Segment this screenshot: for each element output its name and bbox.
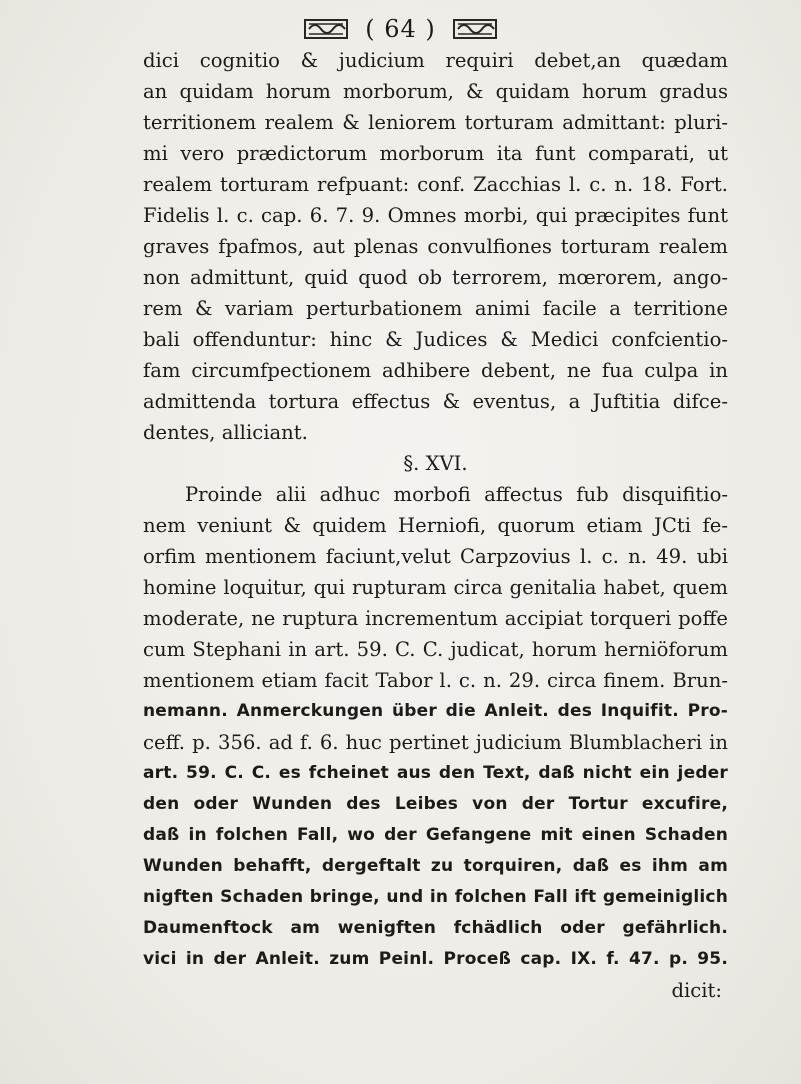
text-line-german: den oder Wunden des Leibes von der Tortur excufire, <box>143 794 728 814</box>
text-line-german: vici in der Anleit. zum Peinl. Proceß cap. IX. f. 47. p. 95. <box>143 949 728 969</box>
page-number: ( 64 ) <box>365 15 436 43</box>
catchword: dicit: <box>671 979 722 1002</box>
text-line: territionem realem & leniorem torturam admittant: pluri- <box>143 111 728 134</box>
text-line-german: nemann. Anmerckungen über die Anleit. des Inquifit. Pro- <box>143 701 728 721</box>
text-line: orfim mentionem faciunt,velut Carpzovius l. c. n. 49. ubi <box>143 545 728 568</box>
text-line: homine loquitur, qui rupturam circa genitalia habet, quem <box>143 576 728 599</box>
text-line-german: Daumenftock am wenigften fchädlich oder gefährlich. <box>143 918 728 938</box>
text-line: dentes, alliciant. <box>143 421 308 444</box>
text-line: rem & variam perturbationem animi facile a territione <box>143 297 728 320</box>
text-line: bali offenduntur: hinc & Judices & Medici confcientio- <box>143 328 728 351</box>
text-line: cum Stephani in art. 59. C. C. judicat, horum herniöforum <box>143 638 728 661</box>
page-header <box>0 12 801 46</box>
left-ornament-icon <box>301 17 351 41</box>
text-line-german: nigften Schaden bringe, und in folchen Fall ift gemeiniglich <box>143 887 728 907</box>
text-line: realem torturam refpuant: conf. Zacchias l. c. n. 18. Fort. <box>143 173 728 196</box>
text-line: nem veniunt & quidem Herniofi, quorum etiam JCti fe- <box>143 514 728 537</box>
text-line: moderate, ne ruptura incrementum accipiat torqueri poffe <box>143 607 728 630</box>
text-line: non admittunt, quid quod ob terrorem, mœrorem, ango- <box>143 266 728 289</box>
text-line-german: Wunden behafft, dergeftalt zu torquiren, daß es ihm am <box>143 856 728 876</box>
text-line: fam circumfpectionem adhibere debent, ne fua culpa in <box>143 359 728 382</box>
text-line-german: art. 59. C. C. es fcheinet aus den Text, daß nicht ein jeder <box>143 763 728 783</box>
text-line: mi vero prædictorum morborum ita funt comparati, ut <box>143 142 728 165</box>
body-text <box>143 45 728 1006</box>
text-line: admittenda tortura effectus & eventus, a Juftitia difce- <box>143 390 728 413</box>
text-line: dici cognitio & judicium requiri debet,an quædam <box>143 49 728 72</box>
text-line-german: daß in folchen Fall, wo der Gefangene mit einen Schaden <box>143 825 728 845</box>
text-line: graves fpafmos, aut plenas convulfiones torturam realem <box>143 235 728 258</box>
text-line: Proinde alii adhuc morbofi affectus fub disquifitio- <box>185 483 728 506</box>
text-line: an quidam horum morborum, & quidam horum gradus <box>143 80 728 103</box>
text-line: Fidelis l. c. cap. 6. 7. 9. Omnes morbi, qui præcipites funt <box>143 204 728 227</box>
right-ornament-icon <box>450 17 500 41</box>
text-line: ceff. p. 356. ad f. 6. huc pertinet judicium Blumblacheri in <box>143 731 728 754</box>
section-heading: §. XVI. <box>403 452 468 475</box>
text-line: mentionem etiam facit Tabor l. c. n. 29. circa finem. Brun- <box>143 669 728 692</box>
